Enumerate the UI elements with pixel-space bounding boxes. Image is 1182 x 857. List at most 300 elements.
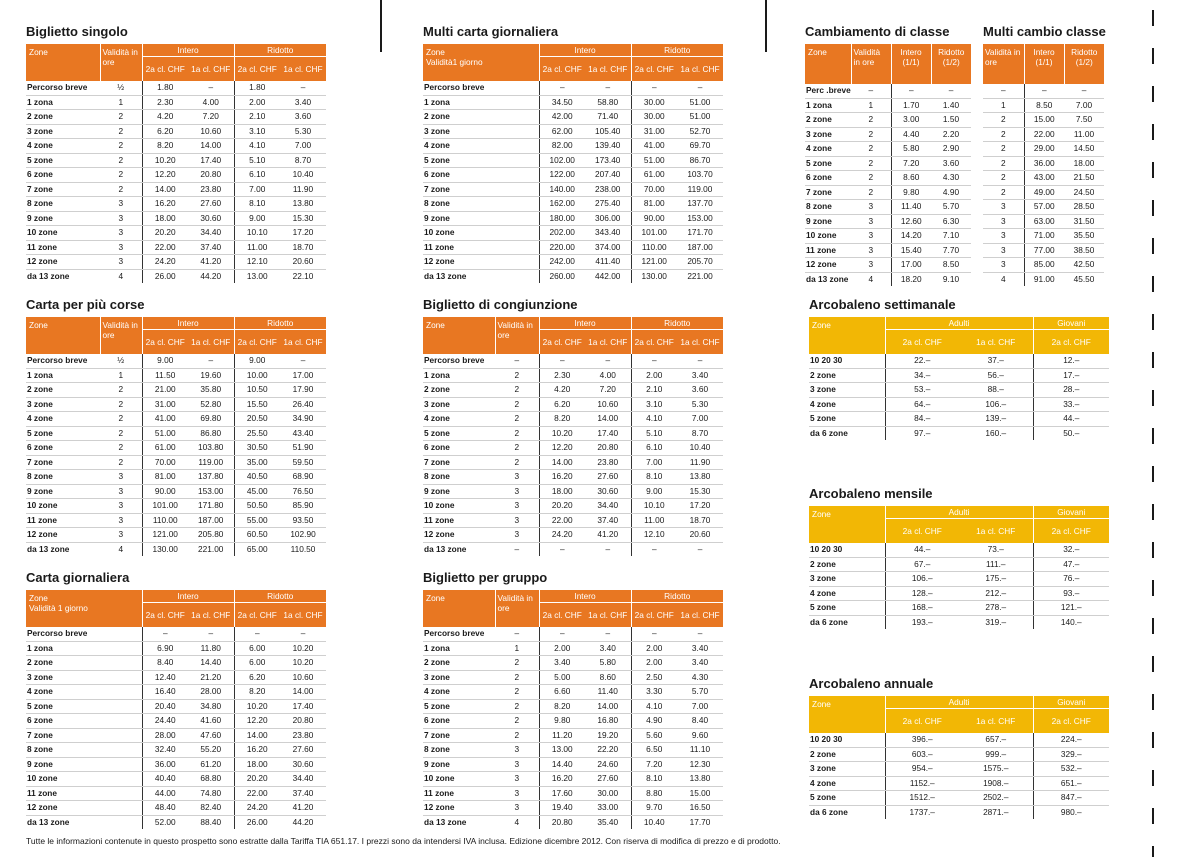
- price-value: 2.30: [539, 368, 585, 383]
- price-value: 20.80: [585, 441, 631, 456]
- price-value: 35.40: [597, 816, 619, 827]
- cut-line-dash: [1152, 542, 1154, 558]
- validity-value: 2: [495, 670, 539, 685]
- table-row: [26, 81, 326, 95]
- price-value: 9.60: [677, 728, 723, 743]
- price-value: 11.90: [280, 182, 326, 197]
- zone-label: 6 zone: [423, 441, 495, 456]
- zone-label: 8 zone: [26, 197, 100, 212]
- zone-label: 12 zone: [26, 255, 100, 270]
- validity-value: 2: [100, 412, 142, 427]
- price-value: 41.00: [142, 412, 188, 427]
- price-value: 32.40: [142, 743, 188, 758]
- zone-label: 1 zona: [423, 95, 539, 110]
- price-value: 13.80: [280, 197, 326, 212]
- price-value: 1.70: [891, 98, 931, 113]
- header-validity: Validità in ore: [100, 44, 142, 81]
- zone-label: 7 zone: [423, 728, 495, 743]
- validity-value: 2: [495, 441, 539, 456]
- price-value: 11.80: [188, 641, 234, 656]
- price-value: –: [280, 81, 326, 95]
- price-value: 10.20: [280, 641, 326, 656]
- price-value: 14.00: [280, 685, 326, 700]
- zone-label: 10 zone: [26, 772, 142, 787]
- price-value: 8.20: [142, 139, 188, 154]
- price-value: 9.80: [891, 185, 931, 200]
- zone-label: 5 zone: [809, 412, 885, 427]
- header-group: Ridotto: [631, 44, 723, 57]
- table-row: [805, 258, 971, 273]
- price-value: 105.40: [585, 124, 631, 139]
- price-value: 27.60: [585, 470, 631, 485]
- header-group: Ridotto: [234, 317, 326, 330]
- price-value: 6.90: [142, 641, 188, 656]
- price-value: 9.70: [631, 801, 677, 816]
- price-value: 4.00: [585, 368, 631, 383]
- table-row: [423, 801, 723, 816]
- price-value: 10.20: [234, 699, 280, 714]
- price-value: 4.30: [931, 171, 971, 186]
- price-value: 18.00: [539, 484, 585, 499]
- zone-label: 8 zone: [423, 470, 495, 485]
- table-body: [26, 627, 326, 829]
- price-value: 10.10: [234, 226, 280, 241]
- zone-label: 10 zone: [805, 229, 851, 244]
- price-value: 81.00: [631, 197, 677, 212]
- header-subcolumn: 2a cl. CHF: [631, 603, 677, 628]
- price-value: 168.–: [885, 601, 959, 616]
- table-row: [983, 243, 1104, 258]
- price-value: 11.50: [142, 368, 188, 383]
- header-row: [26, 317, 326, 330]
- header-group: Intero: [539, 44, 631, 57]
- price-value: 17.20: [280, 226, 326, 241]
- price-value: –: [188, 354, 234, 368]
- price-value: 88.40: [200, 816, 222, 827]
- price-value: 7.00: [280, 139, 326, 154]
- price-value: 5.00: [539, 670, 585, 685]
- table-row: [805, 185, 971, 200]
- validity-value: 3: [495, 786, 539, 801]
- zone-label: 6 zone: [423, 714, 495, 729]
- zone-label: 12 zone: [26, 801, 142, 816]
- price-value: 5.70: [931, 200, 971, 215]
- cut-line-dash: [1152, 276, 1154, 292]
- price-value: 7.20: [631, 757, 677, 772]
- table-row: [423, 786, 723, 801]
- table-row: [809, 383, 1109, 398]
- price-value: 34.90: [280, 412, 326, 427]
- price-value: 19.20: [585, 728, 631, 743]
- price-value: 58.80: [585, 95, 631, 110]
- validity-value: 2: [495, 412, 539, 427]
- table-row: [26, 542, 326, 556]
- price-value: 67.–: [885, 557, 959, 572]
- price-value: 2.10: [234, 110, 280, 125]
- validity-value: –: [495, 627, 539, 641]
- zone-label: 1 zona: [26, 641, 142, 656]
- price-value: 30.60: [585, 484, 631, 499]
- header-zone: Zone: [805, 44, 851, 84]
- price-value: 4.20: [142, 110, 188, 125]
- zone-label: 7 zone: [26, 455, 100, 470]
- price-value: 193.–: [885, 615, 959, 629]
- table-row: [26, 499, 326, 514]
- cut-line-dash: [1152, 808, 1154, 824]
- header-group: Giovani: [1033, 506, 1109, 519]
- zone-label: 10 zone: [423, 226, 539, 241]
- price-value: 6.50: [631, 743, 677, 758]
- price-value: 20.20: [142, 226, 188, 241]
- table-row: [423, 757, 723, 772]
- table-body: [26, 81, 326, 283]
- header-subcolumn: 2a cl. CHF: [142, 603, 188, 628]
- price-value: 16.80: [585, 714, 631, 729]
- section-biglietto-congiunzione: [423, 296, 723, 556]
- price-value: –: [280, 354, 326, 368]
- zone-label: 5 zone: [26, 699, 142, 714]
- price-value: 22.00: [539, 513, 585, 528]
- zone-label: 5 zone: [26, 153, 100, 168]
- column-rule-right: [765, 0, 767, 52]
- validity-value: 2: [100, 397, 142, 412]
- price-value: 17.60: [539, 786, 585, 801]
- zone-label: 2 zone: [26, 656, 142, 671]
- table-header: [423, 590, 723, 627]
- zone-label: 12 zone: [423, 801, 495, 816]
- price-value: –: [539, 542, 585, 556]
- validity-value: 3: [851, 200, 891, 215]
- price-value: 61.00: [142, 441, 188, 456]
- table-row: [805, 156, 971, 171]
- price-value: 90.00: [631, 211, 677, 226]
- header-subcolumn: 2a cl. CHF: [1033, 709, 1109, 734]
- price-value: 18.00: [234, 757, 280, 772]
- price-value: 8.40: [677, 714, 723, 729]
- price-value: 111.–: [959, 557, 1033, 572]
- validity-value: 2: [983, 185, 1024, 200]
- price-value: 17.00: [891, 258, 931, 273]
- zone-label: 9 zone: [26, 484, 100, 499]
- validity-value: 3: [495, 528, 539, 543]
- price-value: 2871.–: [983, 806, 1009, 817]
- table-row: [983, 84, 1104, 98]
- price-value: 14.20: [891, 229, 931, 244]
- price-value: 20.80: [188, 168, 234, 183]
- price-value: 7.10: [931, 229, 971, 244]
- table-row: [26, 685, 326, 700]
- price-value: 242.00: [539, 255, 585, 270]
- header-subcolumn: 2a cl. CHF: [631, 57, 677, 82]
- price-value: 3.40: [677, 641, 723, 656]
- section-multi-carta-giornaliera: [423, 23, 723, 283]
- table-row: [26, 153, 326, 168]
- price-value: 10.40: [631, 815, 677, 829]
- price-value: 2502.–: [959, 791, 1033, 806]
- zone-label: 4 zone: [809, 397, 885, 412]
- validity-value: 3: [851, 258, 891, 273]
- table-row: [26, 656, 326, 671]
- table-row: [423, 383, 723, 398]
- zone-label: da 13 zone: [424, 816, 467, 827]
- price-value: 7.20: [585, 383, 631, 398]
- validity-value: 3: [100, 528, 142, 543]
- header-zone: Zone: [26, 317, 100, 354]
- table-row: [423, 255, 723, 270]
- price-value: 14.00: [188, 139, 234, 154]
- price-value: 31.50: [1064, 214, 1104, 229]
- table-row: [26, 757, 326, 772]
- price-value: 329.–: [1033, 747, 1109, 762]
- price-value: 16.20: [539, 470, 585, 485]
- price-value: 119.00: [677, 182, 723, 197]
- price-value: 1152.–: [885, 776, 959, 791]
- header-zone: Zone Validità 1 giorno: [26, 590, 142, 627]
- header-subcolumn: 2a cl. CHF: [631, 330, 677, 355]
- price-value: 41.20: [585, 528, 631, 543]
- price-value: 6.00: [234, 641, 280, 656]
- price-value: 1.80: [142, 81, 188, 95]
- table-row: [423, 81, 723, 95]
- zone-label: 3 zone: [423, 670, 495, 685]
- price-value: 17.–: [1033, 368, 1109, 383]
- table-row: [26, 412, 326, 427]
- price-value: 43.00: [1024, 171, 1064, 186]
- price-value: 14.40: [539, 757, 585, 772]
- price-value: 3.30: [631, 685, 677, 700]
- price-value: –: [631, 542, 677, 556]
- validity-value: 3: [495, 757, 539, 772]
- table-row: [809, 762, 1109, 777]
- price-value: 61.20: [188, 757, 234, 772]
- price-value: 44.–: [885, 543, 959, 557]
- table-row: [26, 269, 326, 283]
- table-row: [423, 513, 723, 528]
- header-row: [423, 590, 723, 603]
- validity-value: 3: [495, 772, 539, 787]
- price-value: –: [1024, 84, 1064, 98]
- zone-label: 4 zone: [805, 142, 851, 157]
- header-zone: Zone Validità1 giorno: [423, 44, 539, 81]
- price-value: 17.00: [280, 368, 326, 383]
- price-value: 3.40: [677, 368, 723, 383]
- header-row: [423, 317, 723, 330]
- table-row: [423, 441, 723, 456]
- price-table: [809, 506, 1109, 629]
- price-value: 4.10: [631, 699, 677, 714]
- cut-line-dash: [1152, 10, 1154, 26]
- price-value: 2.00: [631, 656, 677, 671]
- price-value: 28.00: [142, 728, 188, 743]
- zone-label: 10 zone: [26, 499, 100, 514]
- price-value: 44.00: [142, 786, 188, 801]
- header-subcolumn: 1a cl. CHF: [280, 57, 326, 82]
- validity-value: ½: [100, 81, 142, 95]
- zone-label: 9 zone: [423, 484, 495, 499]
- table-row: [809, 543, 1109, 557]
- header-group: Intero: [142, 44, 234, 57]
- validity-value: 2: [983, 113, 1024, 128]
- zone-label: 8 zone: [423, 743, 495, 758]
- price-value: 8.20: [234, 685, 280, 700]
- table-row: [26, 240, 326, 255]
- table-row: [423, 714, 723, 729]
- price-value: 207.40: [585, 168, 631, 183]
- price-value: 20.20: [539, 499, 585, 514]
- table-header: [805, 44, 971, 84]
- cut-line-dash: [1152, 48, 1154, 64]
- price-value: 8.60: [891, 171, 931, 186]
- price-value: 23.80: [188, 182, 234, 197]
- header-group: Ridotto: [631, 317, 723, 330]
- section-biglietto-singolo: [26, 23, 326, 283]
- table-row: [423, 699, 723, 714]
- price-value: 374.00: [585, 240, 631, 255]
- table-body: [809, 354, 1109, 440]
- header-zone: Zone: [423, 590, 495, 627]
- table-row: [423, 499, 723, 514]
- zone-label: da 6 zone: [810, 427, 848, 438]
- table-row: [26, 801, 326, 816]
- price-value: 12.10: [234, 255, 280, 270]
- price-value: 999.–: [959, 747, 1033, 762]
- table-row: [26, 383, 326, 398]
- price-value: 220.00: [539, 240, 585, 255]
- price-value: 20.80: [539, 815, 585, 829]
- price-value: 69.80: [188, 412, 234, 427]
- header-subcolumn: 2a cl. CHF: [234, 603, 280, 628]
- header-subcolumn: 1a cl. CHF: [677, 603, 723, 628]
- price-value: 51.00: [142, 426, 188, 441]
- validity-value: 2: [100, 455, 142, 470]
- validity-value: 1: [495, 641, 539, 656]
- table-row: [983, 156, 1104, 171]
- section-title: Cambiamento di classe: [805, 24, 950, 39]
- price-value: 42.50: [1064, 258, 1104, 273]
- price-value: 44.20: [292, 816, 314, 827]
- header-row: [809, 506, 1109, 519]
- section-title: Arcobaleno annuale: [809, 676, 934, 691]
- validity-value: 2: [495, 685, 539, 700]
- table-row: [983, 258, 1104, 273]
- validity-value: 2: [851, 171, 891, 186]
- validity-value: 3: [100, 470, 142, 485]
- header-subcolumn: 1a cl. CHF: [188, 330, 234, 355]
- price-value: 221.00: [198, 543, 224, 554]
- zone-label: 7 zone: [423, 182, 539, 197]
- table-row: [809, 733, 1109, 747]
- price-value: 19.40: [539, 801, 585, 816]
- price-value: 30.60: [280, 757, 326, 772]
- header-validity: Validità in ore: [495, 590, 539, 627]
- price-value: 1.80: [234, 81, 280, 95]
- price-value: 2.00: [539, 641, 585, 656]
- price-value: 71.00: [1024, 229, 1064, 244]
- header-group: Giovani: [1033, 317, 1109, 330]
- price-value: 30.00: [631, 110, 677, 125]
- zone-label: 7 zone: [423, 455, 495, 470]
- price-value: 30.00: [585, 786, 631, 801]
- zone-label: Percorso breve: [26, 627, 142, 641]
- price-value: 17.40: [280, 699, 326, 714]
- header-subcolumn: 2a cl. CHF: [885, 709, 959, 734]
- price-value: 10.20: [280, 656, 326, 671]
- zone-label: Percorso breve: [26, 354, 100, 368]
- table-body: [805, 84, 971, 286]
- cut-line-dash: [1152, 580, 1154, 596]
- header-group: Ridotto: [234, 44, 326, 57]
- table-row: [423, 168, 723, 183]
- price-value: 3.40: [677, 656, 723, 671]
- price-value: 8.50: [1024, 98, 1064, 113]
- price-value: 16.20: [142, 197, 188, 212]
- zone-label: 1 zona: [805, 98, 851, 113]
- validity-value: 3: [495, 513, 539, 528]
- price-value: 8.70: [677, 426, 723, 441]
- header-row: [26, 590, 326, 603]
- zone-label: da 13 zone: [27, 543, 70, 554]
- table-row: [423, 95, 723, 110]
- price-table: [809, 317, 1109, 440]
- table-row: [809, 615, 1109, 629]
- zone-label: 3 zone: [423, 124, 539, 139]
- table-row: [26, 714, 326, 729]
- table-row: [423, 397, 723, 412]
- price-value: –: [585, 627, 631, 641]
- table-row: [983, 113, 1104, 128]
- validity-value: 3: [100, 499, 142, 514]
- price-value: –: [631, 627, 677, 641]
- price-value: 86.80: [188, 426, 234, 441]
- price-value: 10.60: [188, 124, 234, 139]
- table-row: [26, 699, 326, 714]
- table-row: [423, 139, 723, 154]
- price-value: 7.20: [891, 156, 931, 171]
- table-row: [26, 182, 326, 197]
- price-value: 14.00: [585, 412, 631, 427]
- price-value: 121.00: [631, 255, 677, 270]
- header-column: Ridotto (1/2): [931, 44, 971, 84]
- validity-value: 2: [851, 127, 891, 142]
- price-value: 7.00: [631, 455, 677, 470]
- validity-value: 3: [100, 513, 142, 528]
- price-value: 122.00: [539, 168, 585, 183]
- price-value: 11.40: [585, 685, 631, 700]
- header-subcolumn: 1a cl. CHF: [585, 330, 631, 355]
- validity-value: 3: [851, 229, 891, 244]
- price-value: 37.40: [585, 513, 631, 528]
- price-value: 11.10: [677, 743, 723, 758]
- price-value: 22.00: [1024, 127, 1064, 142]
- price-value: 5.70: [677, 685, 723, 700]
- table-row: [423, 426, 723, 441]
- price-value: 130.00: [142, 542, 188, 556]
- validity-value: 3: [495, 499, 539, 514]
- price-value: 27.60: [280, 743, 326, 758]
- zone-label: da 13 zone: [27, 270, 70, 281]
- price-value: 2.00: [631, 368, 677, 383]
- price-value: 18.70: [280, 240, 326, 255]
- price-value: 103.80: [188, 441, 234, 456]
- table-row: [423, 153, 723, 168]
- validity-value: 3: [495, 743, 539, 758]
- validity-value: 2: [495, 426, 539, 441]
- price-value: 5.60: [631, 728, 677, 743]
- price-value: 16.20: [539, 772, 585, 787]
- price-value: 68.80: [188, 772, 234, 787]
- table-row: [983, 98, 1104, 113]
- zone-label: 2 zone: [809, 557, 885, 572]
